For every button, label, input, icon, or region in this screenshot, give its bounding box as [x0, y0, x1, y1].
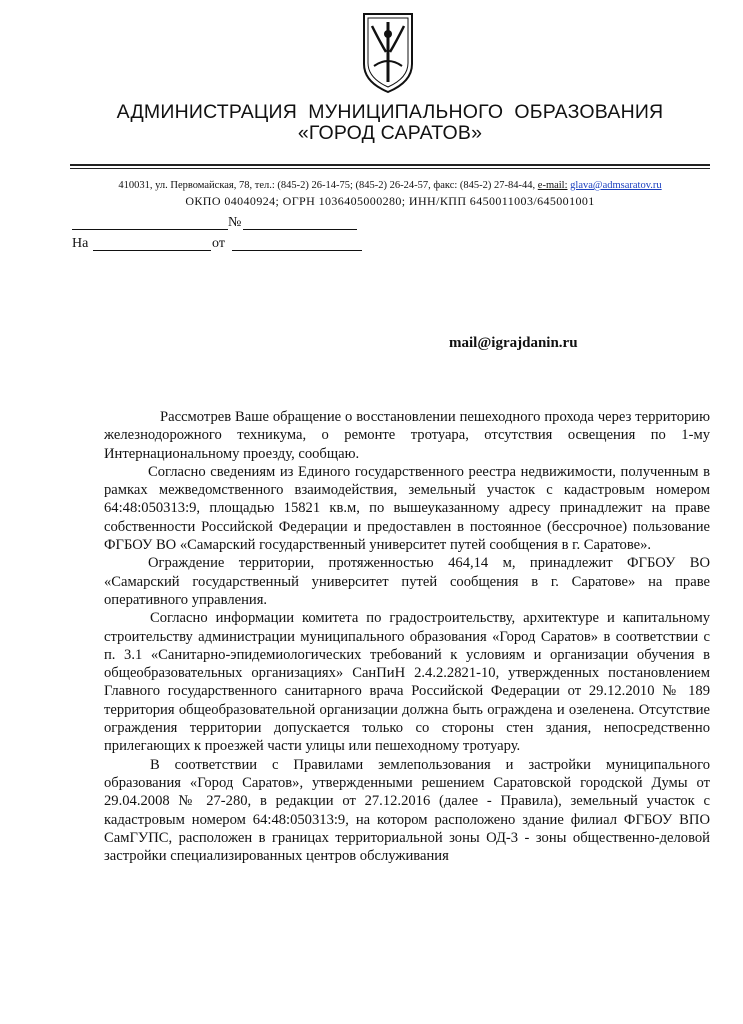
addressee-email: mail@igrajdanin.ru: [449, 335, 578, 351]
coat-of-arms-icon: [362, 12, 414, 94]
email-link[interactable]: glava@admsaratov.ru: [570, 180, 662, 191]
org-name-line1: АДМИНИСТРАЦИЯ МУНИЦИПАЛЬНОГО ОБРАЗОВАНИЯ: [116, 101, 664, 123]
outgoing-number-line: [243, 229, 357, 230]
incoming-number-line: [93, 250, 211, 251]
from-label: от: [212, 236, 225, 251]
incoming-date-line: [232, 250, 362, 251]
body-paragraph: Согласно информации комитета по градостроительству, архитектуре и капитальному строительству администрации муниципального образования «Город Саратов» в соответствии с п. 3.1 «Санитарно-эпидемиологических требований к условиям и организации обучения в общеобразовательных организациях» СанПиН 2.4.2.2821-10, утвержденных постановлением Главного государственного санитарного врача Российской Федерации от 29.12.2010 № 189 территория общеобразовательной организации должна быть ограждена и озеленена. Отсутствие ограждения территории допускается только со стороны стен здания, непосредственно прилегающих к проезжей части улицы или пешеходному тротуару.: [104, 610, 710, 755]
header-divider-thin: [70, 168, 710, 169]
org-name-line2: «ГОРОД САРАТОВ»: [297, 122, 483, 144]
on-label: На: [72, 236, 89, 251]
number-label: №: [228, 215, 242, 230]
letter-body: [104, 408, 710, 865]
contact-line: [70, 180, 710, 191]
header-divider-thick: [70, 164, 710, 166]
body-paragraph: В соответствии с Правилами землепользования и застройки муниципального образования «Город Саратов», утвержденными решением Саратовской городской Думы от 29.04.2008 № 27-280, в редакции от 27.12.2016 (далее - Правила), земельный участок с кадастровым номером 64:48:050313:9, на котором расположено здание филиал ФГБОУ ВПО СамГУПС, расположен в границах территориальной зоны ОД-3 - зоны общественно-деловой застройки специализированных центров обслуживания: [104, 756, 710, 865]
registration-codes: ОКПО 04040924; ОГРН 1036405000280; ИНН/КПП 6450011003/645001001: [185, 194, 595, 208]
body-paragraph: Ограждение территории, протяженностью 464,14 м, принадлежит ФГБОУ ВО «Самарский государственный университет путей сообщения в г. Саратове» на праве оперативного управления.: [104, 555, 710, 608]
outgoing-date-line: [72, 229, 228, 230]
address-phones: 410031, ул. Первомайская, 78, тел.: (845-2) 26-14-75; (845-2) 26-24-57, факс: (845-2) 27-84-44,: [118, 180, 538, 191]
body-paragraph: Согласно сведениям из Единого государственного реестра недвижимости, полученным в рамках межведомственного взаимодействия, земельный участок с кадастровым номером 64:48:050313:9, площадью 15821 кв.м, по вышеуказанному адресу принадлежит на праве собственности Российской Федерации и предоставлен в постоянное (бессрочное) пользование ФГБОУ ВО «Самарский государственный университет путей сообщения в г. Саратове».: [104, 463, 710, 554]
email-label: e-mail:: [537, 180, 568, 191]
body-paragraph: Рассмотрев Ваше обращение о восстановлении пешеходного прохода через территорию железнодорожного техникума, о ремонте тротуара, отсутствия освещения по 1-му Интернациональному проезду, сообщаю.: [104, 409, 710, 462]
